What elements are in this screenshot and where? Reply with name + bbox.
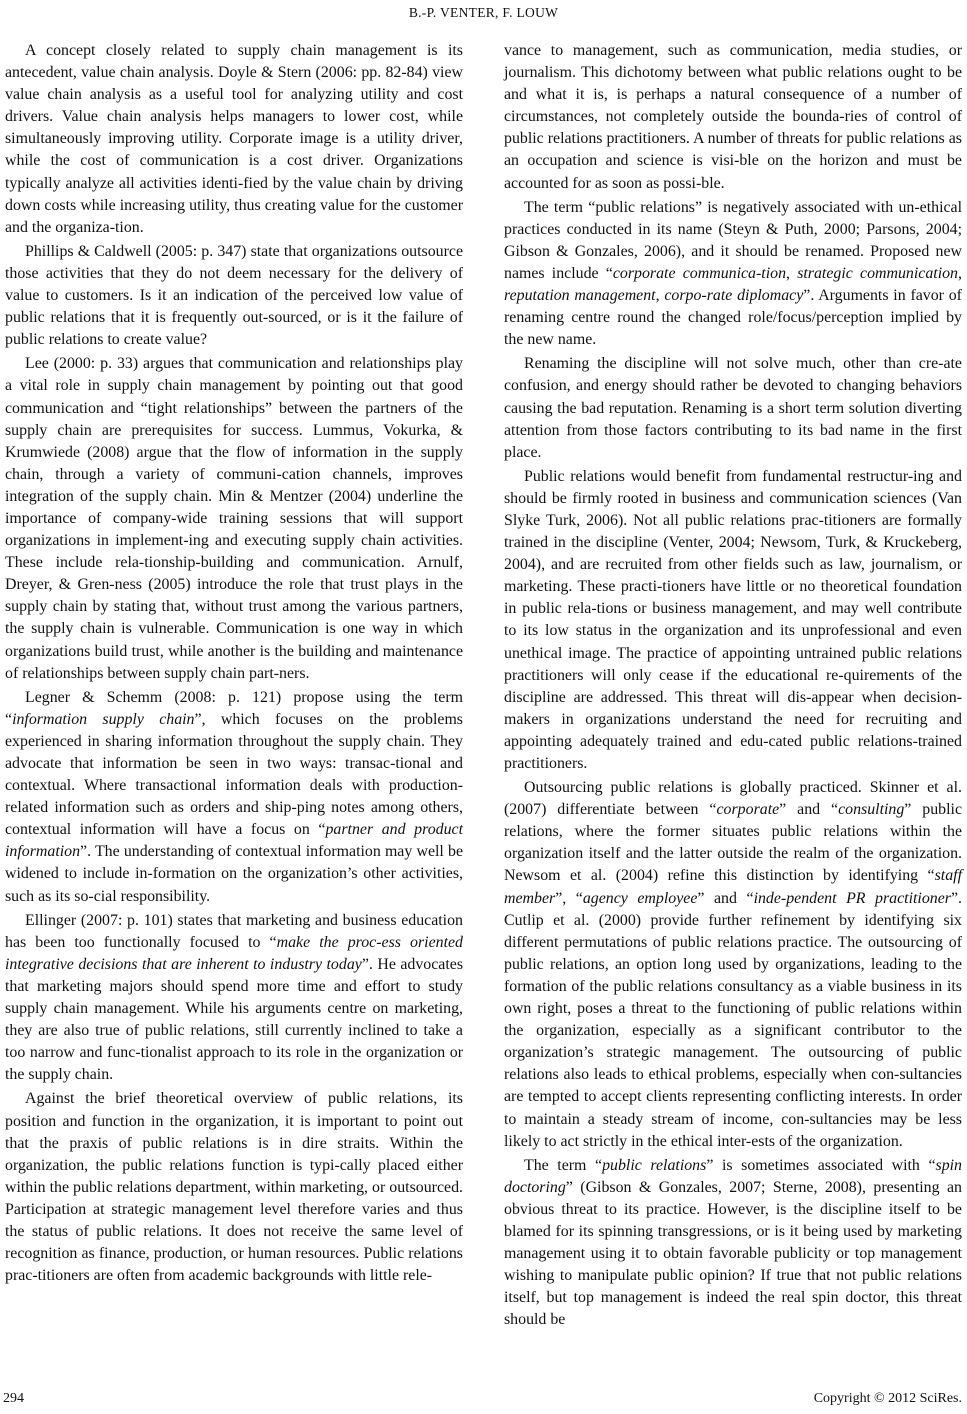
paragraph bbox=[504, 1155, 962, 1332]
paragraph bbox=[504, 197, 962, 352]
text-run: The term “public relations” is negatively associated with un-ethical practices conducted in its name (Steyn & Puth, 2000; Parsons, 2004; Gibson & Gonzales, 2006), and it should be renamed. Proposed new names include “ bbox=[504, 198, 962, 282]
paragraph: Against the brief theoretical overview of public relations, its position and function in the organization, it is important to point out that the praxis of public relations is in dire straits. Within the organization, the public relations function is typi-cally placed either within the public relations department, within marketing, or outsourced. Participation at strategic management level therefore varies and thus the status of public relations. It does not receive the same level of recognition as finance, production, or human resources. Public relations prac-titioners are often from academic backgrounds with little rele- bbox=[5, 1090, 463, 1285]
paragraph bbox=[504, 777, 962, 1153]
text-run: ” and “ bbox=[779, 801, 839, 819]
paragraph: A concept closely related to supply chain management is its antecedent, value chain analysis. Doyle & Stern (2006: pp. 82-84) view value chain analysis as a useful tool for analyzing utility and cost drivers. Value chain analysis helps managers to lower cost, while simultaneously improving utility. Corporate image is a utility driver, while the cost of communication is a cost driver. Organizations typically analyze all activities identi-fied by the value chain by driving down costs while increasing utility, thus creating value for the customer and the organiza-tion. bbox=[5, 42, 463, 236]
text-run: ”, which focuses on the problems experienced in sharing information throughout the supply chain. They advocate that information be seen in two ways: transac-tional and contextual. Where transactional information deals with production-related information such as orders and ship-ping notes among others, contextual information will have a focus on “ bbox=[5, 710, 463, 839]
italic-run: reputation management bbox=[504, 287, 656, 305]
text-run: , bbox=[786, 264, 798, 282]
text-run: ”, “ bbox=[555, 889, 583, 907]
left-column bbox=[5, 40, 463, 1289]
italic-run: public relations bbox=[602, 1156, 707, 1174]
text-run: ”. Arguments in favor of renaming centre round the changed role/focus/perception implied by the new name. bbox=[504, 287, 962, 349]
text-run: , bbox=[655, 287, 665, 305]
text-run: ”. Cutlip et al. (2000) provide further refinement by identifying six different permutations of public relations practice. The outsourcing of public relations, an option long used by organizations, leading to the formation of the public relations consultancy as a viable business in its own right, poses a threat to the functioning of public relations within the organization, especially as a significant contributor to the organization’s strategic management. The outsourcing of public relations also leads to ethical problems, especially when con-sultancies are tempted to accept clients representing conflicting interests. In order to maintain a steady stream of income, con-sultancies may be less likely to act strictly in the ethical inter-ests of the organization. bbox=[504, 889, 962, 1150]
paragraph: Renaming the discipline will not solve much, other than cre-ate confusion, and energy should rather be devoted to changing behaviors causing the bad reputation. Renaming is a short term solution diverting attention from those factors contributing to its bad name in the first place. bbox=[504, 355, 962, 461]
copyright-notice: Copyright © 2012 SciRes. bbox=[813, 1391, 962, 1406]
right-column bbox=[504, 40, 962, 1333]
text-run: ”. He advocates that marketing majors should spend more time and effort to study supply chain management. While his arguments centre on marketing, they are also true of public relations, still currently inclined to take a too narrow and func-tionalist approach to its role in the organization or the supply chain. bbox=[5, 955, 464, 1084]
italic-run: spin doctoring bbox=[504, 1156, 963, 1196]
italic-run: consulting bbox=[838, 801, 905, 819]
text-run: Outsourcing public relations is globally practiced. Skinner et al. (2007) differentiate between “ bbox=[504, 779, 962, 819]
paragraph bbox=[5, 687, 463, 908]
text-run: ” is sometimes associated with “ bbox=[706, 1156, 936, 1174]
text-run: , bbox=[958, 264, 962, 282]
italic-run: make the proc-ess oriented integrative decisions that are inherent to industry today bbox=[5, 933, 463, 973]
text-run: Ellinger (2007: p. 101) states that marketing and business education has been too functionally focused to “ bbox=[5, 911, 463, 951]
paragraph: Public relations would benefit from fundamental restructur-ing and should be firmly rooted in business and communication sciences (Van Slyke Turk, 2006). Not all public relations prac-titioners are formally trained in the discipline (Venter, 2004; Newsom, Turk, & Kruckeberg, 2004), and are recruited from other fields such as law, journalism, or marketing. These practi-tioners have little or no theoretical foundation in public rela-tions or business management, and may well contribute to its low status in the organization and its unprofessional and even unethical image. The practice of appointing untrained public relations practitioners will only cease if the educational re-quirements of the discipline are addressed. This threat will dis-appear when decision-makers in organizations understand the need for recruiting and appointing adequately trained and edu-cated public relations-trained practitioners. bbox=[504, 467, 962, 772]
paragraph-continued: vance to management, such as communication, media studies, or journalism. This dichotomy between what public relations ought to be and what it is, is perhaps a natural consequence of a number of circumstances, not completely outside the bounda-ries of control of public relations practitioners. A number of threats for public relations as an occupation and science is visi-ble on the horizon and must be accounted for as soon as possi-ble. bbox=[504, 42, 962, 192]
italic-run: corporate communica-tion bbox=[612, 264, 787, 282]
paragraph: Lee (2000: p. 33) argues that communication and relationships play a vital role in supply chain management by pointing out that good communication and “tight relationships” between the partners of the supply chain are prerequisites for success. Lummus, Vokurka, & Krumwiede (2008) argue that the flow of information in the supply chain, through a variety of communi-cation channels, improves integration of the supply chain. Min & Mentzer (2004) underline the importance of company-wide training sessions that will support organizations in implement-ing and executing supply chain activities. These include rela-tionship-building and communication. Arnulf, Dreyer, & Gren-ness (2005) introduce the role that trust plays in the supply chain by stating that, without trust among the various partners, the supply chain is vulnerable. Communication is one way in which organizations build trust, while another is the building and maintenance of relationships between supply chain part-ners. bbox=[5, 355, 463, 682]
italic-run: information supply chain bbox=[12, 710, 195, 728]
italic-run: agency employee bbox=[582, 889, 698, 907]
italic-run: partner and product information bbox=[5, 821, 463, 861]
italic-run: inde-pendent PR practitioner bbox=[753, 889, 951, 907]
italic-run: strategic communication bbox=[797, 264, 959, 282]
text-run: ”. The understanding of contextual information may well be widened to include in-formation on the organization’s other activities, such as its so-cial responsibility. bbox=[5, 843, 463, 905]
text-run: ” public relations, where the former situates public relations within the organization itself and the latter outside the realm of the organization. Newsom et al. (2004) refine this distinction by identifying “ bbox=[504, 801, 962, 885]
text-run: The term “ bbox=[524, 1156, 603, 1174]
text-run: ” and “ bbox=[697, 889, 754, 907]
text-run: Legner & Schemm (2008: p. 121) propose using the term “ bbox=[5, 688, 463, 728]
italic-run: staff member bbox=[504, 867, 962, 907]
page-number: 294 bbox=[3, 1391, 24, 1406]
italic-run: corporate bbox=[716, 801, 780, 819]
running-head: B.-P. VENTER, F. LOUW bbox=[408, 5, 559, 20]
paragraph: Phillips & Caldwell (2005: p. 347) state that organizations outsource those activities that they do not deem necessary for the delivery of value to customers. Is it an indication of the perceived low value of public relations that it is frequently out-sourced, or is it the failure of public relations to create value? bbox=[5, 242, 463, 349]
italic-run: corpo-rate diplomacy bbox=[664, 287, 804, 305]
paragraph bbox=[5, 910, 463, 1087]
text-run: ” (Gibson & Gonzales, 2007; Sterne, 2008), presenting an obvious threat to its practice. However, is the discipline itself to be blamed for its spinning transgressions, or is it being used by marketing management using it to obtain favorable publicity or top management wishing to manipulate public opinion? If true that not public relations itself, but top management is indeed the real spin doctor, this threat should be bbox=[504, 1178, 962, 1329]
